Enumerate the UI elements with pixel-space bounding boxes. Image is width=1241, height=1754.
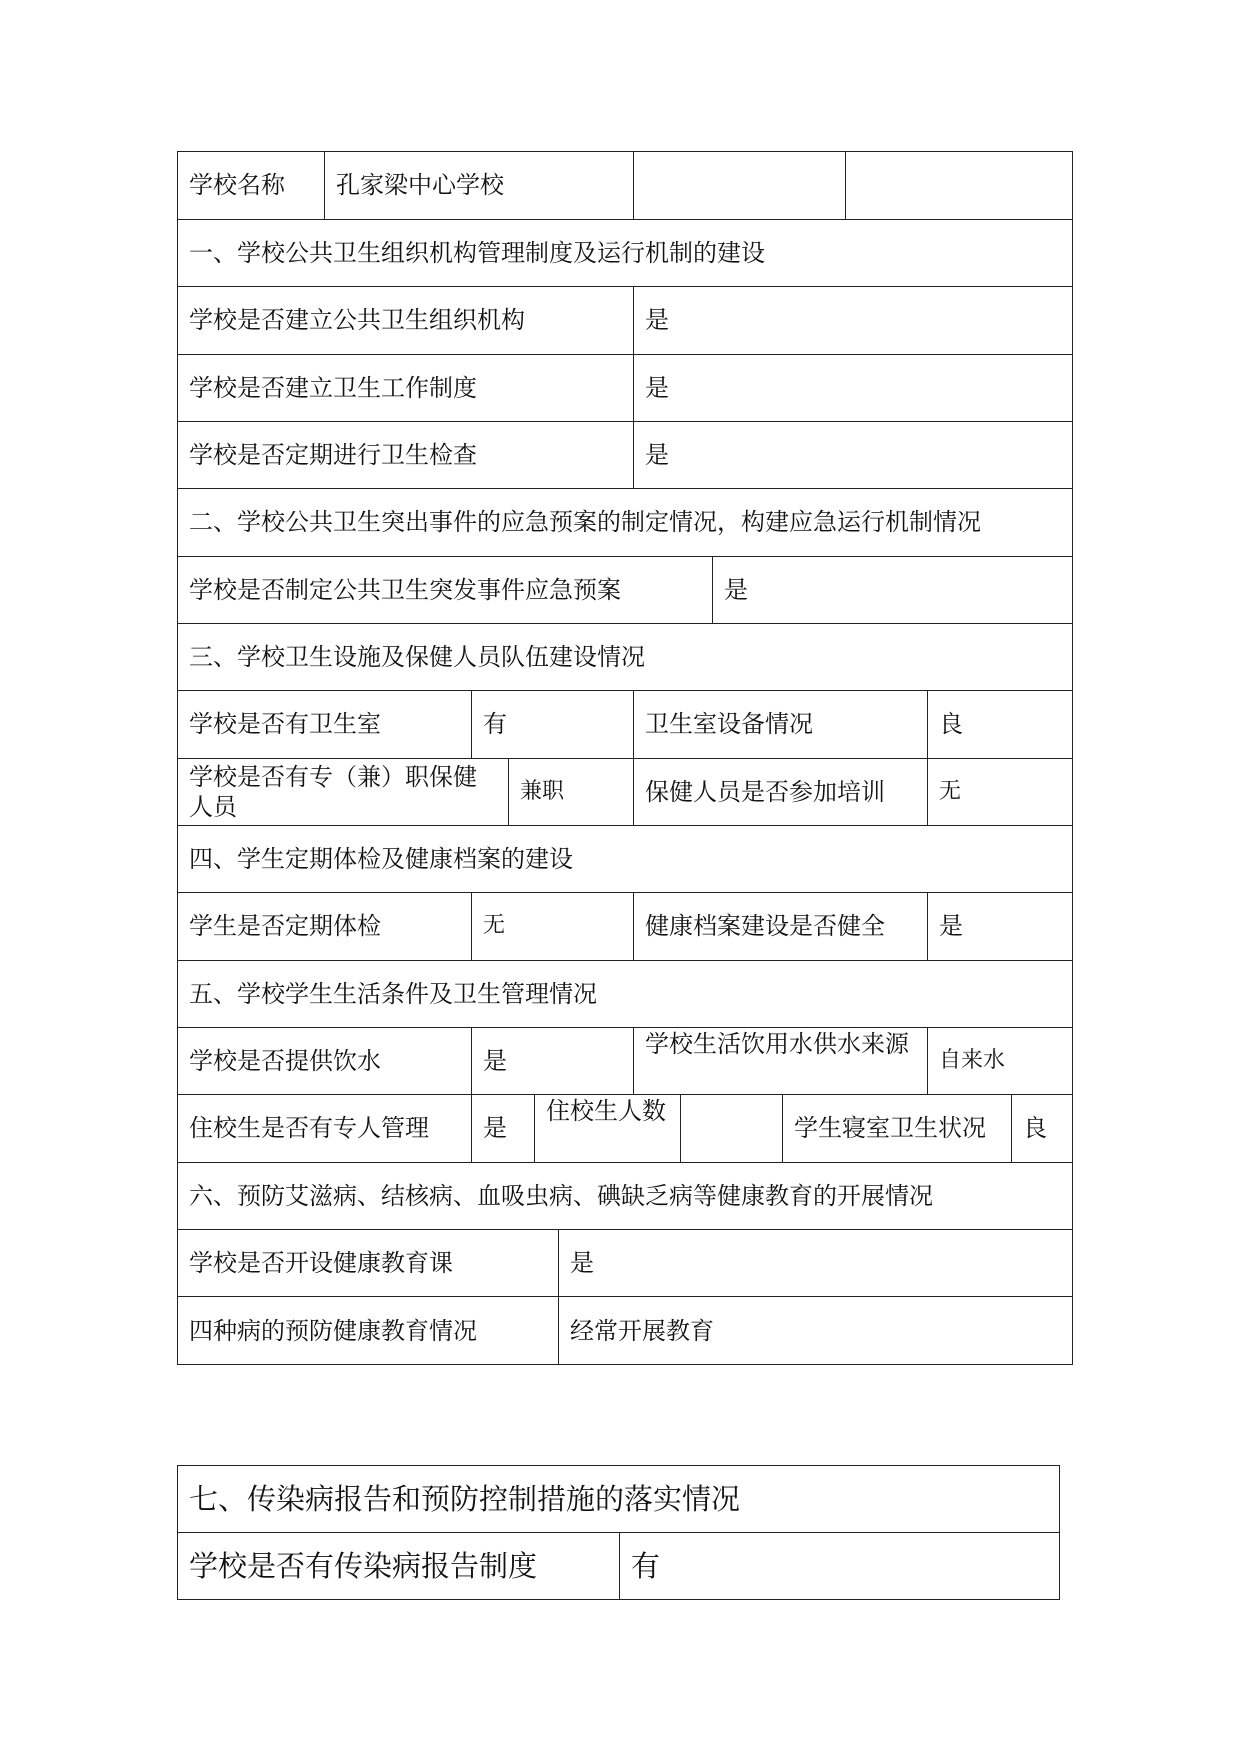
empty-cell[interactable] [633, 151, 845, 219]
section5-a4[interactable] [680, 1094, 782, 1162]
section1-q2: 学校是否建立卫生工作制度 [189, 373, 477, 402]
school-name-label: 学校名称 [189, 171, 285, 199]
section7-a1[interactable]: 有 [631, 1549, 661, 1583]
section6-q1: 学校是否开设健康教育课 [189, 1248, 453, 1277]
section1-q1: 学校是否建立公共卫生组织机构 [189, 306, 525, 334]
section1-title: 一、学校公共卫生组织机构管理制度及运行机制的建设 [189, 238, 765, 267]
section4-q2: 健康档案建设是否健全 [645, 912, 885, 940]
section5-title: 五、学校学生生活条件及卫生管理情况 [189, 979, 597, 1008]
section1-a3[interactable]: 是 [645, 440, 669, 469]
section3-title: 三、学校卫生设施及保健人员队伍建设情况 [189, 642, 645, 671]
section5-a1[interactable]: 是 [483, 1046, 507, 1075]
section3-q2: 卫生室设备情况 [645, 710, 813, 738]
section3-q3: 学校是否有专（兼）职保健人员 [189, 763, 477, 821]
section1-a2[interactable]: 是 [645, 373, 669, 402]
section5-a5[interactable]: 良 [1023, 1114, 1047, 1142]
section2-title: 二、学校公共卫生突出事件的应急预案的制定情况，构建应急运行机制情况 [189, 508, 981, 536]
section1-a1[interactable]: 是 [645, 306, 669, 334]
section6-a2[interactable]: 经常开展教育 [570, 1316, 714, 1345]
section2-a1[interactable]: 是 [724, 575, 748, 604]
section6-q2: 四种病的预防健康教育情况 [189, 1316, 477, 1345]
section3-a4[interactable]: 无 [939, 778, 962, 804]
section5-q1: 学校是否提供饮水 [189, 1046, 381, 1075]
section3-a3[interactable]: 兼职 [520, 778, 565, 804]
section4-a2[interactable]: 是 [939, 912, 963, 940]
section1-q3: 学校是否定期进行卫生检查 [189, 440, 477, 469]
section5-q2: 学校生活饮用水供水来源 [645, 1030, 909, 1058]
section6-a1[interactable]: 是 [570, 1248, 594, 1277]
section5-q3: 住校生是否有专人管理 [189, 1114, 429, 1142]
section4-a1[interactable]: 无 [483, 913, 506, 938]
section4-title: 四、学生定期体检及健康档案的建设 [189, 844, 573, 873]
section3-a1[interactable]: 有 [483, 710, 507, 738]
section5-a2[interactable]: 自来水 [939, 1047, 1006, 1073]
section6-title: 六、预防艾滋病、结核病、血吸虫病、碘缺乏病等健康教育的开展情况 [189, 1181, 933, 1210]
section3-q1: 学校是否有卫生室 [189, 710, 381, 738]
section3-q4: 保健人员是否参加培训 [645, 777, 885, 806]
section7-title: 七、传染病报告和预防控制措施的落实情况 [189, 1481, 741, 1516]
empty-cell[interactable] [845, 151, 1073, 219]
section4-q1: 学生是否定期体检 [189, 912, 381, 940]
section3-a2[interactable]: 良 [939, 710, 963, 738]
school-name-value[interactable]: 孔家梁中心学校 [336, 171, 504, 199]
section5-q5: 学生寝室卫生状况 [794, 1114, 986, 1142]
section2-q1: 学校是否制定公共卫生突发事件应急预案 [189, 575, 621, 604]
section5-a3[interactable]: 是 [483, 1114, 507, 1142]
section7-q1: 学校是否有传染病报告制度 [189, 1549, 538, 1583]
section5-q4: 住校生人数 [546, 1097, 666, 1125]
